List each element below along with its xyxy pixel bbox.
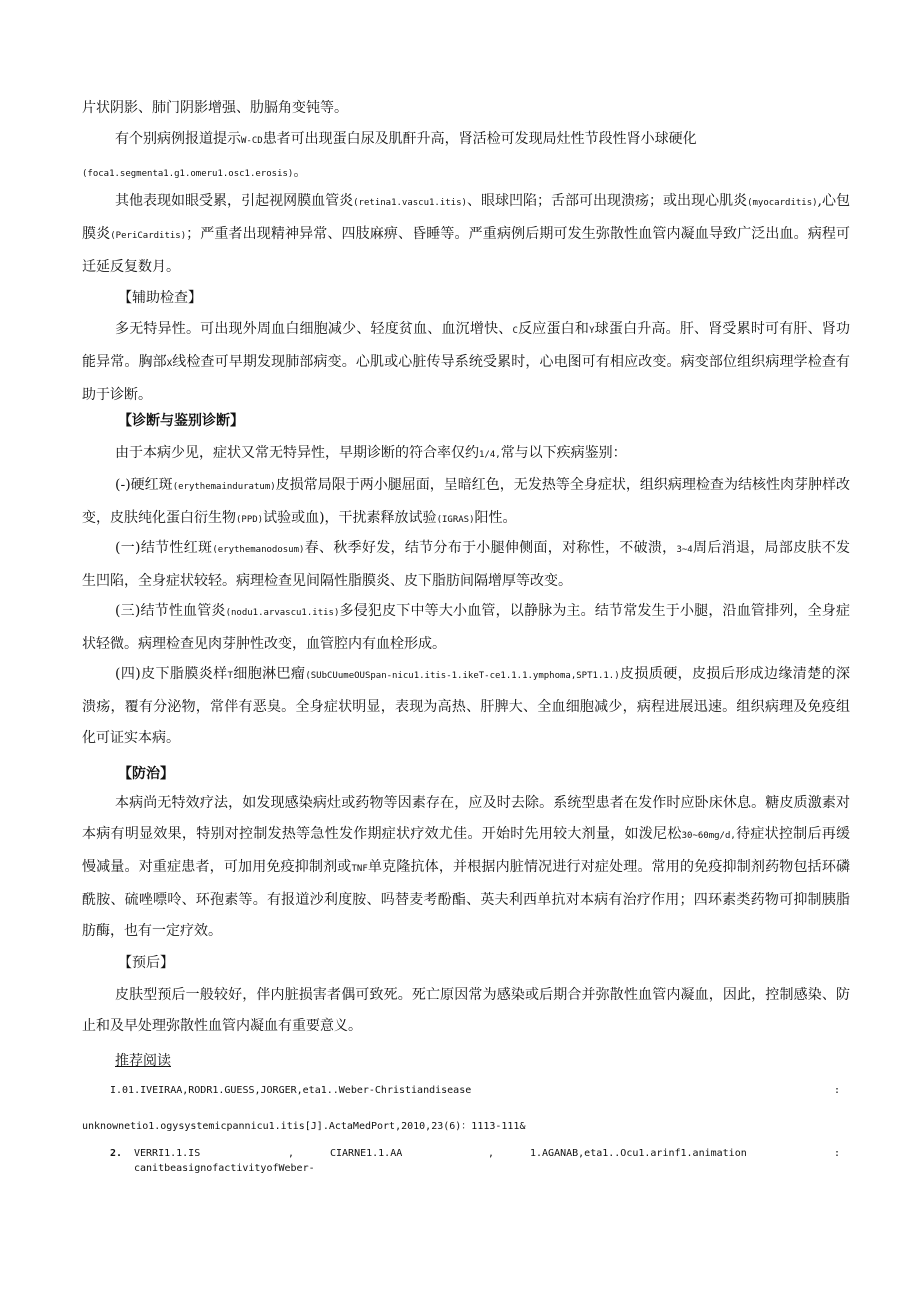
text: 其他表现如眼受累，引起视网膜血管炎 <box>115 193 354 209</box>
text: 线检查可早期发现肺部病变。心肌或心脏传导系统受累时，心电图可有相应改变。病变部位组织病理学检查有助于诊断。 <box>82 354 851 403</box>
text: Y <box>589 326 595 336</box>
paragraph-chest-findings <box>82 93 850 124</box>
reference-1-line-2: unknownetio1.ogysystemicpannicu1.itis[J].ActaMedPort,2010,23(6)：1113-111& <box>82 1121 526 1132</box>
paragraph-auxiliary-exam <box>82 314 850 411</box>
text: 片状阴影、肺门阴影增强、肋膈角变钝等。 <box>82 100 348 116</box>
text: ,心包膜炎 <box>82 193 851 242</box>
text: 30~60mg/d, <box>681 831 736 841</box>
paragraph-erythema-nodosum <box>82 533 850 597</box>
text: 、眼球凹陷；舌部可出现溃疡；或出现心肌炎 <box>466 193 748 209</box>
text: 有个别病例报道提示 <box>115 131 241 147</box>
text: 待症状控制后再缓慢减量。对重症患者，可加用免疫抑制剂或 <box>82 826 851 875</box>
text: 周后消退，局部皮肤不发生凹陷，全身症状较轻。病理检查见间隔性脂膜炎、皮下脂肪间隔增厚等改变。 <box>82 540 851 589</box>
text: (四)皮下脂膜炎样 <box>115 666 228 682</box>
heading-prognosis: 【预后】 <box>118 955 174 971</box>
reference-1-colon: : <box>834 1085 841 1096</box>
text: 多无特异性。可出现外周血白细胞减少、轻度贫血、血沉增快、 <box>115 321 513 337</box>
heading-treatment: 【防治】 <box>118 766 174 782</box>
reference-2-sep-2: , <box>488 1148 495 1159</box>
reference-2-author-2: CIARNE1.1.AA <box>330 1148 403 1159</box>
heading-auxiliary-exam: 【辅助检查】 <box>118 290 202 306</box>
text: W-CD <box>241 136 263 146</box>
reference-2-colon: : <box>834 1148 841 1159</box>
paragraph-erythema-induratum <box>82 470 850 536</box>
reference-2-sep-1: , <box>288 1148 295 1159</box>
text: 春、秋季好发，结节分布于小腿伸侧面，对称性，不破溃， <box>304 540 677 556</box>
text: 1/4, <box>479 450 501 460</box>
text: 阳性。 <box>474 510 517 526</box>
paragraph-diagnosis-intro <box>82 438 850 471</box>
text: 细胞淋巴瘤 <box>232 666 306 682</box>
text: 反应蛋白和 <box>517 321 590 337</box>
reference-1-line-1: I.01.IVEIRAA,RODR1.GUESS,JORGER,eta1..Weber-Christiandisease <box>110 1085 472 1096</box>
text: 试验或血)，干扰素释放试验 <box>263 510 437 526</box>
text: 常与以下疾病鉴别： <box>500 445 627 461</box>
text: 多侵犯皮下中等大小血管，以静脉为主。结节常发生于小腿，沿血管排列，全身症状轻微。病理检查见肉芽肿性改变，血管腔内有血栓形成。 <box>82 603 850 652</box>
text: 患者可出现蛋白尿及肌酐升高，肾活检可发现局灶性节段性肾小球硬化 <box>262 131 697 147</box>
paragraph-prognosis <box>82 980 850 1042</box>
reference-2-author-3: 1.AGANAB,eta1..Ocu1.arinf1.animation <box>530 1148 747 1159</box>
heading-diagnosis: 【诊断与鉴别诊断】 <box>118 413 244 429</box>
text: (-)硬红斑 <box>115 477 173 493</box>
text: 由于本病少见，症状又常无特异性，早期诊断的符合率仅约 <box>115 445 479 461</box>
reference-2-author-1: VERRI1.1.IS <box>134 1148 201 1159</box>
text: 球蛋白升高。肝、肾受累时可有肝、肾功能异常。胸部 <box>82 321 850 370</box>
paragraph-sptcl <box>82 659 850 754</box>
text: 本病尚无特效疗法，如发现感染病灶或药物等因素存在，应及时去除。系统型患者在发作时应卧床休息。糖皮质激素对本病有明显效果，特别对控制发热等急性发作期症状疗效尤佳。开始时先用较大剂量，如泼尼松 <box>82 795 850 842</box>
text: 3~4 <box>676 545 693 555</box>
text: TNF <box>351 864 368 874</box>
paragraph-kidney <box>82 124 850 190</box>
text: (PPD) <box>236 515 264 525</box>
text: (SUbCUumeOUSpan-nicu1.itis-1.ikeT-ce1.1.1.ymphoma,SPT1.1.) <box>305 671 620 681</box>
text: C <box>512 326 518 336</box>
reference-2-line-2: canitbeasignofactivityofWeber- <box>134 1163 315 1174</box>
paragraph-nodular-vasculitis <box>82 596 850 660</box>
text: 单克隆抗体，并根据内脏情况进行对症处理。常用的免疫抑制剂药物包括环磷酰胺、硫唑嘌呤、环孢素等。有报道沙利度胺、吗替麦考酚酯、英夫利西单抗对本病有治疗作用；四环素类药物可抑制胰脂肪酶，也有一定疗效。 <box>82 859 851 939</box>
text: ；严重者出现精神异常、四肢麻痹、昏睡等。严重病例后期可发生弥散性血管内凝血导致广泛出血。病程可迁延反复数月。 <box>82 226 851 275</box>
text: T <box>227 671 233 681</box>
text: (foca1.segmenta1.g1.omeru1.osc1.erosis) <box>82 169 294 179</box>
text: (IGRAS) <box>436 515 475 525</box>
text: 皮损质硬，皮损后形成边缘清楚的深溃疡，覆有分泌物，常伴有恶臭。全身症状明显，表现为高热、肝脾大、全血细胞减少，病程进展迅速。组织病理及免疫组化可证实本病。 <box>82 666 851 746</box>
text: X <box>166 359 173 369</box>
reference-2-number: 2. <box>110 1148 123 1159</box>
paragraph-other-manifestations <box>82 186 850 283</box>
text: 。 <box>293 164 308 180</box>
text: (PeriCarditis) <box>110 231 187 241</box>
text: 皮肤型预后一般较好，伴内脏损害者偶可致死。死亡原因常为感染或后期合并弥散性血管内凝血，因此，控制感染、防止和及早处理弥散性血管内凝血有重要意义。 <box>82 987 850 1034</box>
text: 皮损常局限于两小腿屈面，呈暗红色，无发热等全身症状，组织病理检查为结核性肉芽肿样改变，皮肤纯化蛋白衍生物 <box>82 477 851 526</box>
text: (erythemainduratum) <box>172 482 276 492</box>
text: (一)结节性红斑 <box>115 540 213 556</box>
text: (nodu1.arvascu1.itis) <box>225 608 340 618</box>
text: (erythemanodosum) <box>212 545 305 555</box>
text: (三)结节性血管炎 <box>115 603 226 619</box>
text: (retina1.vascu1.itis) <box>353 198 467 208</box>
text: (myocarditis) <box>747 198 818 208</box>
paragraph-treatment <box>82 788 850 947</box>
recommended-reading-title: 推荐阅读 <box>115 1053 171 1069</box>
